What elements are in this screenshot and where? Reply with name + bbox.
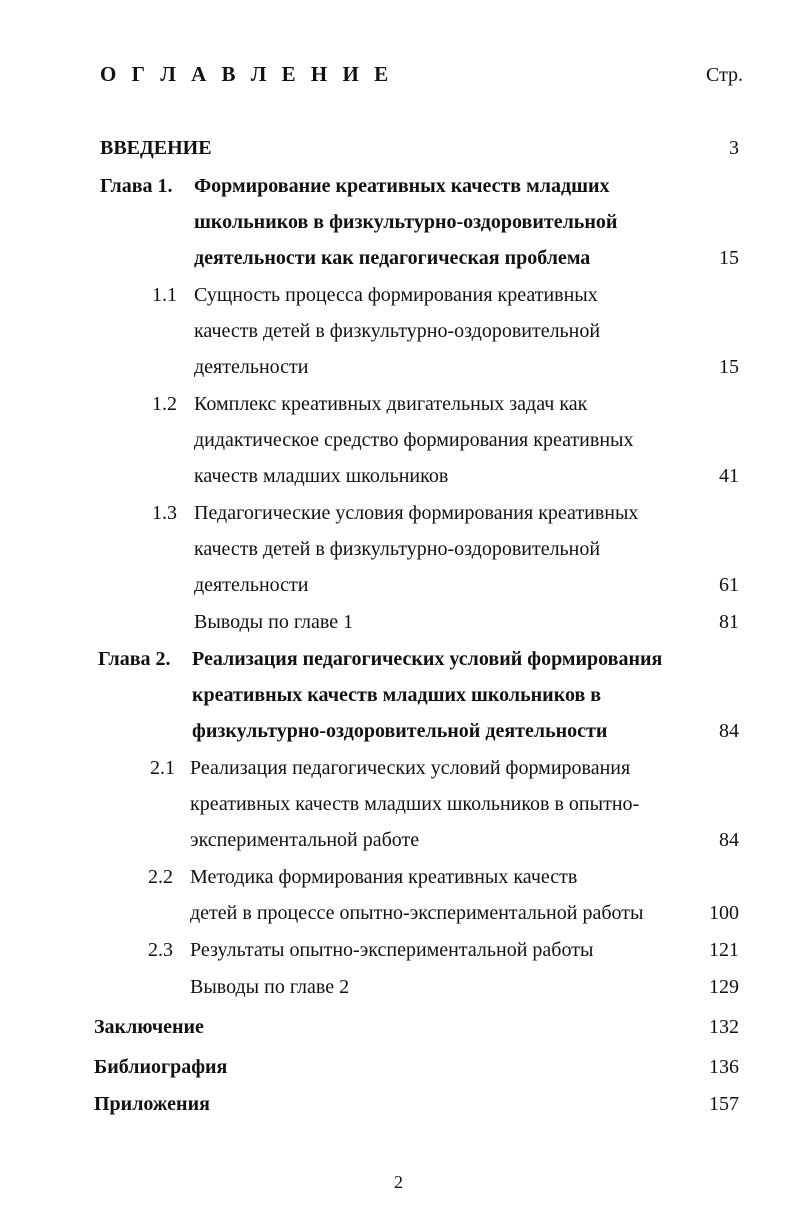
page-number-introduction: 3 [729, 137, 739, 159]
toc-entry-section-1-2-line-2[interactable]: дидактическое средство формирования креативных [194, 429, 634, 451]
toc-entry-appendices[interactable]: Приложения [94, 1093, 210, 1115]
entry-title: ВВЕДЕНИЕ [100, 137, 212, 159]
page-number-conclusions-1: 81 [719, 611, 739, 633]
toc-entry-conclusion[interactable]: Заключение [94, 1016, 204, 1038]
toc-entry-section-1-1-line-3[interactable]: деятельности [194, 356, 309, 378]
toc-entry-bibliography[interactable]: Библиография [94, 1056, 228, 1078]
page-number-section-2-1: 84 [719, 829, 739, 851]
toc-entry-section-1-1-line-1[interactable]: Сущность процесса формирования креативных [194, 284, 598, 306]
section-label-1-1: 1.1 [152, 284, 177, 306]
page-number-footer: 2 [394, 1172, 403, 1192]
toc-entry-conclusions-1[interactable]: Выводы по главе 1 [194, 611, 354, 633]
page-number-section-1-2: 41 [719, 465, 739, 487]
page-number-section-1-1: 15 [719, 356, 739, 378]
page-column-label: Стр. [706, 64, 744, 86]
toc-entry-conclusions-2[interactable]: Выводы по главе 2 [190, 976, 350, 998]
toc-entry-section-1-3-line-2[interactable]: качеств детей в физкультурно-оздоровительной [194, 538, 601, 560]
page-number-section-2-3: 121 [709, 939, 739, 961]
section-label-2-1: 2.1 [150, 757, 175, 779]
page-number-appendices: 157 [709, 1093, 739, 1115]
toc-entry-section-2-1-line-3[interactable]: экспериментальной работе [190, 829, 420, 851]
toc-entry-section-1-3-line-3[interactable]: деятельности [194, 574, 309, 596]
section-label-2-3: 2.3 [148, 939, 173, 961]
toc-entry-chapter-2-line-3[interactable]: физкультурно-оздоровительной деятельности [192, 720, 608, 742]
toc-entry-section-2-1-line-2[interactable]: креативных качеств младших школьников в опытно- [190, 793, 640, 815]
page-number-section-1-3: 61 [719, 574, 739, 596]
page-number-conclusion: 132 [709, 1016, 739, 1038]
toc-entry-section-2-3[interactable]: Результаты опытно-экспериментальной работы [190, 939, 594, 961]
toc-entry-section-1-1-line-2[interactable]: качеств детей в физкультурно-оздоровительной [194, 320, 601, 342]
section-label-2-2: 2.2 [148, 866, 173, 888]
toc-entry-introduction[interactable] [100, 133, 212, 163]
toc-entry-section-1-2-line-3[interactable]: качеств младших школьников [194, 465, 449, 487]
section-label-1-2: 1.2 [152, 393, 177, 415]
toc-entry-section-2-2-line-2[interactable]: детей в процессе опытно-экспериментальной работы [190, 902, 644, 924]
toc-entry-chapter-1-line-3[interactable]: деятельности как педагогическая проблема [194, 247, 591, 269]
chapter-label-2: Глава 2. [98, 648, 171, 670]
toc-entry-chapter-2-line-1[interactable]: Реализация педагогических условий формирования [192, 648, 663, 670]
chapter-label-1: Глава 1. [100, 175, 173, 197]
toc-entry-chapter-1-line-1[interactable]: Формирование креативных качеств младших [194, 175, 610, 197]
toc-entry-section-2-2-line-1[interactable]: Методика формирования креативных качеств [190, 866, 578, 888]
page-number-chapter-2: 84 [719, 720, 739, 742]
section-label-1-3: 1.3 [152, 502, 177, 524]
page-number-conclusions-2: 129 [709, 976, 739, 998]
toc-entry-chapter-1-line-2[interactable]: школьников в физкультурно-оздоровительной [194, 211, 618, 233]
page-number-section-2-2: 100 [709, 902, 739, 924]
toc-entry-chapter-2-line-2[interactable]: креативных качеств младших школьников в [192, 684, 602, 706]
toc-entry-section-2-1-line-1[interactable]: Реализация педагогических условий формирования [190, 757, 631, 779]
toc-entry-section-1-2-line-1[interactable]: Комплекс креативных двигательных задач как [194, 393, 588, 415]
page-number-bibliography: 136 [709, 1056, 739, 1078]
toc-entry-section-1-3-line-1[interactable]: Педагогические условия формирования креативных [194, 502, 639, 524]
page-number-chapter-1: 15 [719, 247, 739, 269]
toc-heading: О Г Л А В Л Е Н И Е [100, 62, 394, 86]
